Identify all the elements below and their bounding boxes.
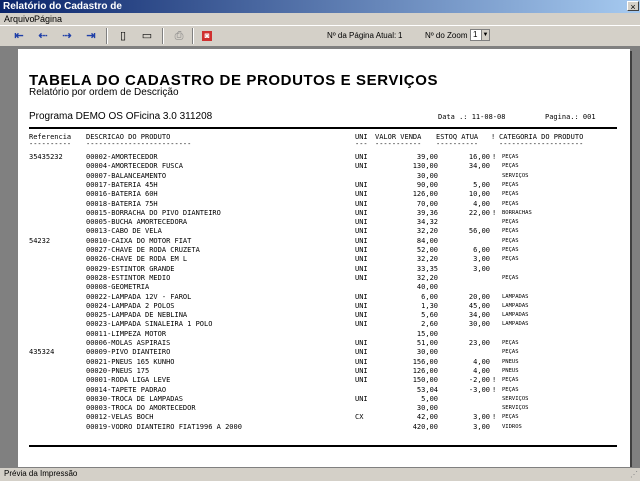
cell-estoq: 56,00 <box>468 227 490 236</box>
cell-desc: 00014-TAPETE PADRAO <box>86 385 167 394</box>
cell-valor: 70,00 <box>416 199 438 208</box>
cell-uni: UNI <box>355 394 368 403</box>
table-row <box>18 348 630 357</box>
cell-valor: 15,00 <box>416 329 438 338</box>
cell-valor: 156,00 <box>412 357 438 366</box>
table-row <box>18 246 630 255</box>
cell-desc: 00029-ESTINTOR GRANDE <box>86 264 175 273</box>
toolbar-separator <box>106 28 108 44</box>
cell-cat: PEÇAS <box>502 237 519 244</box>
table-row <box>18 293 630 302</box>
cell-cat: PEÇAS <box>502 219 519 226</box>
cell-cat: PEÇAS <box>502 377 519 384</box>
cell-uni: UNI <box>355 292 368 301</box>
col-bang-header: ! <box>491 133 496 141</box>
cell-valor: 5,00 <box>421 394 438 403</box>
cell-cat: PEÇAS <box>502 414 519 421</box>
cell-estoq: 34,00 <box>468 311 490 320</box>
table-row <box>18 218 630 227</box>
dash-desc: ------------------------- <box>86 140 192 148</box>
table-row <box>18 302 630 311</box>
table-row <box>18 413 630 422</box>
table-row <box>18 367 630 376</box>
table-row <box>18 283 630 292</box>
table-row <box>18 162 630 171</box>
table-row <box>18 358 630 367</box>
cell-valor: 1,30 <box>421 301 438 310</box>
cell-cat: PEÇAS <box>502 154 519 160</box>
cell-valor: 30,00 <box>416 404 438 413</box>
cell-uni: UNI <box>355 218 368 227</box>
table-row <box>18 255 630 264</box>
cell-uni: UNI <box>355 162 368 171</box>
toolbar <box>0 25 640 47</box>
table-row <box>18 181 630 190</box>
cell-desc: 00016-BATERIA 60H <box>86 190 158 199</box>
cell-cat: LAMPADAS <box>502 293 529 300</box>
cell-estoq: 22,00 <box>468 208 490 217</box>
title-bar <box>0 0 640 13</box>
table-row <box>18 386 630 395</box>
cell-desc: 00009-PIVO DIANTEIRO <box>86 348 171 357</box>
cell-uni: CX <box>355 413 364 422</box>
cell-desc: 00020-PNEUS 175 <box>86 366 150 375</box>
cell-ref: 54232 <box>29 236 51 245</box>
report-subtitle: Relatório por ordem de Descrição <box>29 87 179 98</box>
cell-valor: 90,00 <box>416 180 438 189</box>
cell-desc: 00027-CHAVE DE RODA CRUZETA <box>86 246 200 254</box>
cell-uni: UNI <box>355 376 368 385</box>
cell-desc: 00001-RODA LIGA LEVE <box>86 376 171 385</box>
preview-viewport[interactable] <box>0 47 640 467</box>
cell-uni: UNI <box>355 311 368 320</box>
cell-cat: BORRACHAS <box>502 209 532 216</box>
cell-uni: UNI <box>355 366 368 375</box>
cell-valor: 32,20 <box>416 255 438 264</box>
cell-uni: UNI <box>355 273 368 282</box>
col-uni-header: UNI <box>355 133 368 141</box>
header-rule-top <box>29 127 617 129</box>
cell-desc: 00021-PNEUS 165 KUNHO <box>86 357 175 366</box>
table-row <box>18 311 630 320</box>
cell-flag: ! <box>492 385 497 394</box>
cell-cat: LAMPADAS <box>502 302 529 309</box>
cell-desc: 00026-CHAVE DE RODA EM L <box>86 255 188 264</box>
cell-valor: 39,00 <box>416 153 438 161</box>
cell-flag: ! <box>492 413 497 422</box>
cell-cat: PEÇAS <box>502 163 519 170</box>
cell-estoq: -2,00 <box>468 376 490 385</box>
cell-estoq: 4,00 <box>473 199 490 208</box>
cell-cat: PEÇAS <box>502 386 519 393</box>
menu-bar <box>0 13 640 25</box>
table-row <box>18 190 630 199</box>
cell-cat: PEÇAS <box>502 228 519 235</box>
report-program: Programa DEMO OS OFicina 3.0 311208 <box>29 111 213 122</box>
table-row <box>18 330 630 339</box>
cell-desc: 00008-GEOMETRIA <box>86 283 150 292</box>
first-page-icon[interactable]: ⇤ <box>14 30 24 42</box>
cell-flag: ! <box>492 153 497 161</box>
table-row <box>18 423 630 432</box>
dash-uni: --- <box>355 140 368 148</box>
cell-cat: PEÇAS <box>502 340 519 346</box>
table-row <box>18 265 630 274</box>
cell-desc: 00018-BATERIA 75H <box>86 199 158 208</box>
cell-uni: UNI <box>355 357 368 366</box>
cell-desc: 00030-TROCA DE LAMPADAS <box>86 394 183 403</box>
cell-desc: 00017-BATERIA 45H <box>86 180 158 189</box>
table-row <box>18 320 630 329</box>
cell-valor: 126,00 <box>412 190 438 199</box>
cell-estoq: 3,00 <box>473 255 490 264</box>
dash-cat: -------------------- <box>499 140 584 148</box>
cell-ref: 435324 <box>29 348 55 357</box>
cell-valor: 40,00 <box>416 283 438 292</box>
table-row <box>18 339 630 348</box>
two-page-icon[interactable]: ▭ <box>141 30 153 42</box>
cell-desc: 00005-BUCHA AMORTECEDORA <box>86 218 188 227</box>
cell-cat: PEÇAS <box>502 191 519 198</box>
cell-uni: UNI <box>355 190 368 199</box>
cell-estoq: 45,00 <box>468 301 490 310</box>
menu-pagina[interactable]: Página <box>34 14 63 24</box>
cell-estoq: 6,00 <box>473 246 490 254</box>
dash-estoq: ---------- <box>436 140 479 148</box>
cell-uni: UNI <box>355 227 368 236</box>
cell-desc: 00024-LAMPADA 2 POLOS <box>86 301 175 310</box>
cell-valor: 150,00 <box>412 376 438 385</box>
cell-desc: 00010-CAIXA DO MOTOR FIAT <box>86 236 192 245</box>
cell-valor: 130,00 <box>412 162 438 171</box>
cell-valor: 51,00 <box>416 339 438 347</box>
table-row <box>18 404 630 413</box>
cell-valor: 5,60 <box>421 311 438 320</box>
col-ref-header: Referencia <box>29 133 72 141</box>
last-page-icon[interactable]: ⇥ <box>86 30 96 42</box>
prev-page-icon[interactable]: ⇠ <box>38 30 48 42</box>
cell-desc: 00011-LIMPEZA MOTOR <box>86 329 167 338</box>
close-button[interactable]: × <box>627 1 639 11</box>
chevron-down-icon[interactable]: ▼ <box>482 32 489 38</box>
cell-valor: 6,00 <box>421 292 438 301</box>
table-row <box>18 395 630 404</box>
cell-ref: 35435232 <box>29 153 63 161</box>
current-page-value: 1 <box>398 31 403 40</box>
cell-estoq: 30,00 <box>468 320 490 329</box>
cell-cat: PEÇAS <box>502 256 519 263</box>
cell-cat: PEÇAS <box>502 200 519 207</box>
window-title: Relatório do Cadastro de <box>3 1 122 12</box>
current-page-label: Nº da Página Atual: <box>327 31 397 40</box>
print-icon[interactable]: ⎙ <box>174 30 184 42</box>
status-bar <box>0 467 640 481</box>
report-title: TABELA DO CADASTRO DE PRODUTOS E SERVIÇOS <box>29 72 439 89</box>
report-date: Data .: 11-08-08 <box>438 113 506 121</box>
cell-valor: 126,00 <box>412 366 438 375</box>
resize-grip-icon[interactable]: ⋰ <box>630 470 638 479</box>
cell-cat: LAMPADAS <box>502 312 529 319</box>
cell-estoq: 10,00 <box>468 190 490 199</box>
cell-uni: UNI <box>355 320 368 329</box>
zoom-label: Nº do Zoom <box>425 31 468 40</box>
exit-icon[interactable]: ◙ <box>202 31 212 41</box>
cell-desc: 00025-LAMPADA DE NEBLINA <box>86 311 188 320</box>
table-row <box>18 274 630 283</box>
cell-desc: 00003-TROCA DO AMORTECEDOR <box>86 404 196 413</box>
table-row <box>18 153 630 162</box>
dash-ref: ---------- <box>29 140 72 148</box>
cell-estoq: 5,00 <box>473 180 490 189</box>
cell-cat: VIDROS <box>502 423 522 430</box>
toolbar-separator <box>192 28 194 44</box>
cell-valor: 420,00 <box>412 422 438 431</box>
report-page <box>18 49 630 467</box>
cell-desc: 00006-MOLAS ASPIRAIS <box>86 339 171 347</box>
cell-estoq: -3,00 <box>468 385 490 394</box>
cell-desc: 00012-VELAS BOCH <box>86 413 154 422</box>
zoom-select[interactable] <box>470 29 490 41</box>
toolbar-separator <box>162 28 164 44</box>
cell-cat: PEÇAS <box>502 247 519 253</box>
cell-flag: ! <box>492 208 497 217</box>
cell-valor: 32,20 <box>416 273 438 282</box>
table-row <box>18 227 630 236</box>
table-row <box>18 209 630 218</box>
cell-estoq: 3,00 <box>473 422 490 431</box>
cell-estoq: 4,00 <box>473 366 490 375</box>
cell-uni: UNI <box>355 255 368 264</box>
cell-cat: LAMPADAS <box>502 321 529 328</box>
cell-desc: 00015-BORRACHA DO PIVO DIANTEIRO <box>86 208 221 217</box>
dash-valor: ----------- <box>375 140 422 148</box>
col-cat-header: CATEGORIA DO PRODUTO <box>499 133 584 141</box>
col-valor-header: VALOR VENDA <box>375 133 422 141</box>
cell-estoq: 23,00 <box>468 339 490 347</box>
cell-desc: 00022-LAMPADA 12V - FAROL <box>86 292 192 301</box>
cell-cat: PEÇAS <box>502 349 519 356</box>
cell-flag: ! <box>492 376 497 385</box>
cell-uni: UNI <box>355 246 368 254</box>
cell-estoq: 3,00 <box>473 413 490 422</box>
next-page-icon[interactable]: ⇢ <box>62 30 72 42</box>
table-row <box>18 376 630 385</box>
cell-uni: UNI <box>355 301 368 310</box>
cell-valor: 33,35 <box>416 264 438 273</box>
cell-uni: UNI <box>355 339 368 347</box>
cell-valor: 53,04 <box>416 385 438 394</box>
cell-valor: 2,60 <box>421 320 438 329</box>
cell-cat: PNEUS <box>502 358 519 365</box>
cell-estoq: 16,00 <box>468 153 490 161</box>
col-estoq-header: ESTOQ ATUA <box>436 133 479 141</box>
cell-cat: SERVIÇOS <box>502 395 529 402</box>
cell-estoq: 3,00 <box>473 264 490 273</box>
cell-uni: UNI <box>355 264 368 273</box>
cell-cat: PEÇAS <box>502 181 519 188</box>
cell-valor: 34,32 <box>416 218 438 227</box>
cell-desc: 00023-LAMPADA SINALEIRA 1 POLO <box>86 320 213 329</box>
cell-cat: PNEUS <box>502 367 519 374</box>
menu-arquivo[interactable]: Arquivo <box>4 14 35 24</box>
cell-valor: 84,00 <box>416 236 438 245</box>
column-dashes <box>18 140 630 149</box>
cell-uni: UNI <box>355 153 368 161</box>
cell-cat: PEÇAS <box>502 274 519 281</box>
cell-uni: UNI <box>355 180 368 189</box>
col-desc-header: DESCRICAO DO PRODUTO <box>86 133 171 141</box>
single-page-icon[interactable]: ▯ <box>119 30 127 42</box>
cell-desc: 00013-CABO DE VELA <box>86 227 162 236</box>
table-row <box>18 237 630 246</box>
cell-desc: 00007-BALANCEAMENTO <box>86 171 167 180</box>
zoom-value: 1 <box>473 30 478 39</box>
cell-desc: 00002-AMORTECEDOR <box>86 153 158 161</box>
status-text: Prévia da Impressão <box>4 469 78 478</box>
cell-valor: 52,00 <box>416 246 438 254</box>
cell-cat: SERVIÇOS <box>502 172 529 179</box>
cell-uni: UNI <box>355 199 368 208</box>
cell-cat: SERVIÇOS <box>502 405 529 412</box>
report-page-number: Pagina.: 001 <box>545 113 596 121</box>
table-row <box>18 172 630 181</box>
cell-valor: 42,00 <box>416 413 438 422</box>
cell-valor: 30,00 <box>416 348 438 357</box>
cell-desc: 00028-ESTINTOR MEDIO <box>86 273 171 282</box>
cell-desc: 00019-VODRO DIANTEIRO FIAT1996 A 2000 <box>86 422 242 431</box>
table-row <box>18 200 630 209</box>
cell-estoq: 34,00 <box>468 162 490 171</box>
cell-valor: 30,00 <box>416 171 438 180</box>
cell-estoq: 4,00 <box>473 357 490 366</box>
cell-desc: 00004-AMORTECEDOR FUSCA <box>86 162 183 171</box>
cell-uni: UNI <box>355 236 368 245</box>
cell-uni: UNI <box>355 208 368 217</box>
cell-valor: 39,36 <box>416 208 438 217</box>
cell-uni: UNI <box>355 348 368 357</box>
cell-estoq: 20,00 <box>468 292 490 301</box>
footer-rule <box>29 445 617 447</box>
cell-valor: 32,20 <box>416 227 438 236</box>
